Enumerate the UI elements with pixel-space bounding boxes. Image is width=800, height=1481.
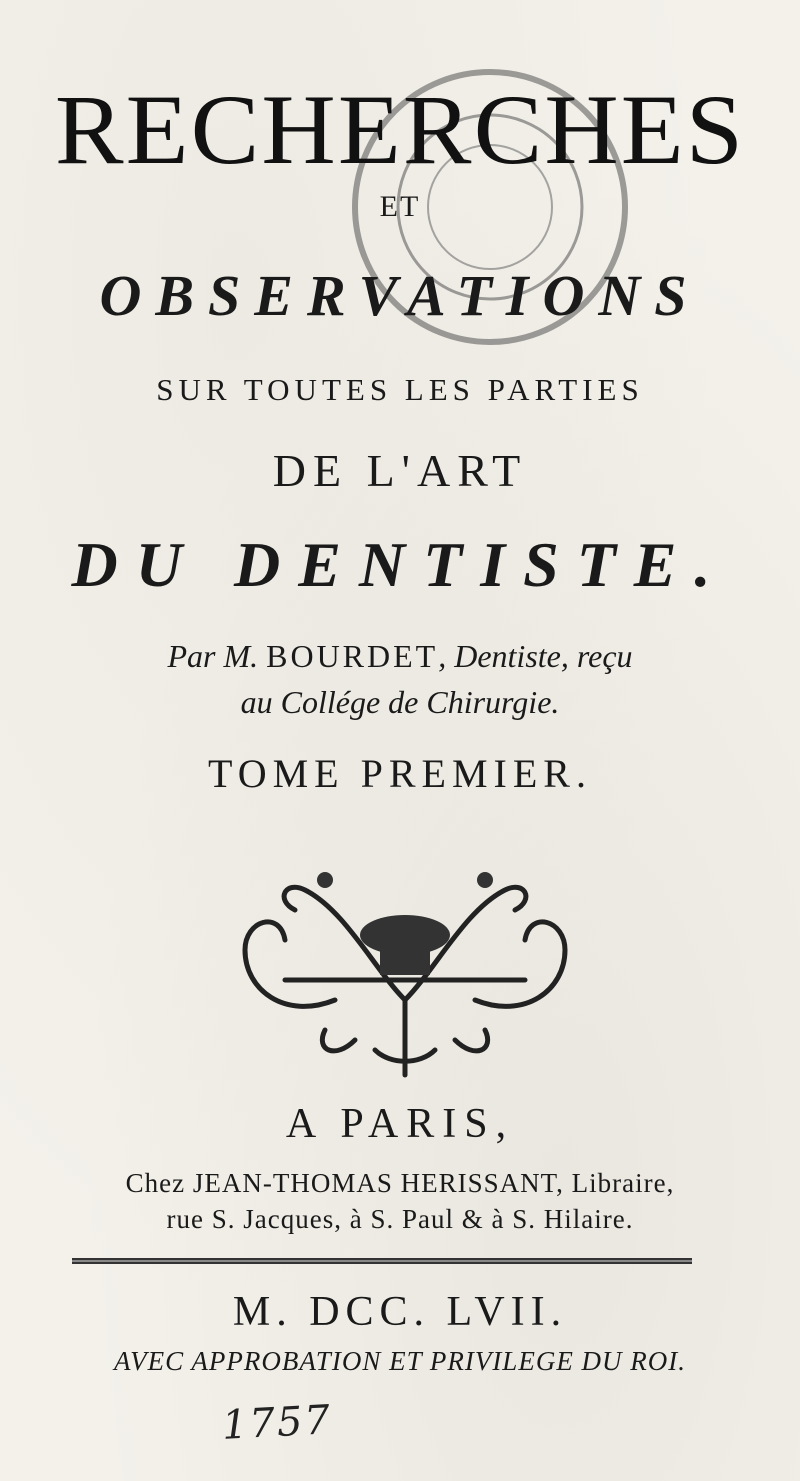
publication-year: M. DCC. LVII. [232,1289,568,1335]
conjunction: ET [379,190,421,223]
volume-label: TOME PREMIER. [208,751,592,796]
subtitle: OBSERVATIONS [99,263,701,328]
imprint-city: A PARIS, [285,1101,515,1147]
printers-ornament [225,850,585,1080]
author-suffix: , Dentiste, reçu [438,638,633,674]
decorative-rule [72,1256,692,1266]
imprint-address: rue S. Jacques, à S. Paul & à S. Hilaire. [166,1204,634,1234]
royal-privilege: AVEC APPROBATION ET PRIVILEGE DU ROI. [113,1346,687,1376]
author-prefix: Par M. [167,638,259,674]
author-name: BOURDET [266,638,439,674]
handwritten-date: 1757 [220,1397,333,1449]
subject-line-3: DU DENTISTE. [71,529,729,600]
book-title: RECHERCHES [54,74,746,185]
author-line [0,638,800,675]
subject-line-1: SUR TOUTES LES PARTIES [156,372,644,407]
imprint-publisher: Chez JEAN-THOMAS HERISSANT, Libraire, [125,1168,675,1198]
subject-line-2: DE L'ART [272,445,528,496]
author-affiliation: au Collége de Chirurgie. [240,684,560,720]
